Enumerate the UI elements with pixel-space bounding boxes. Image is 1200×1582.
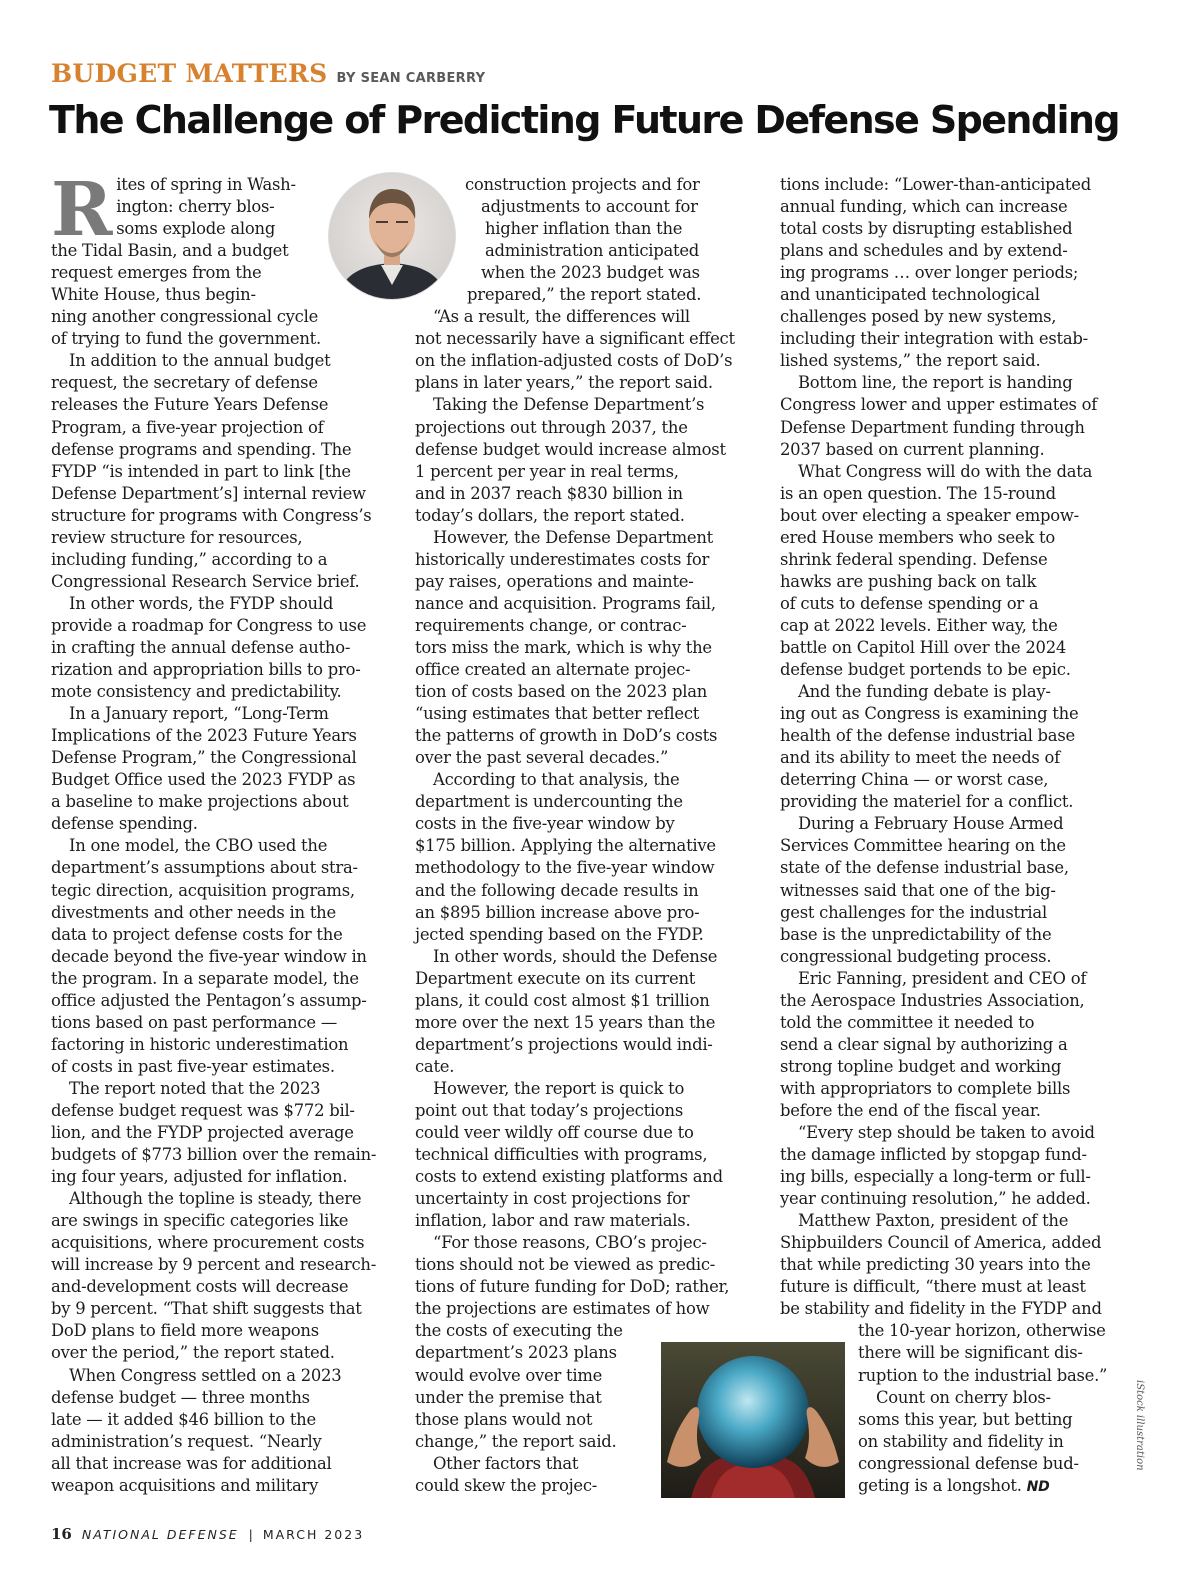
article-line: Shipbuilders Council of America, added (780, 1233, 1102, 1253)
article-line: Implications of the 2023 Future Years (51, 726, 357, 746)
article-line: the projections are estimates of how (415, 1299, 710, 1319)
article-line: ning another congressional cycle (51, 307, 319, 327)
article-line: technical difficulties with programs, (415, 1145, 708, 1165)
article-line: change,” the report said. (415, 1431, 617, 1451)
article-line: before the end of the fiscal year. (780, 1100, 1041, 1120)
article-line: by 9 percent. “That shift suggests that (51, 1299, 362, 1319)
article-line: the program. In a separate model, the (51, 968, 359, 988)
article-line: ington: cherry blos- (116, 197, 275, 217)
article-line: an $895 billion increase above pro- (415, 902, 700, 922)
article-line: Although the topline is steady, there (69, 1189, 362, 1209)
article-line: and the following decade results in (415, 880, 699, 900)
article-line: However, the Defense Department (433, 527, 714, 547)
article-line: review structure for resources, (51, 527, 303, 547)
article-line: administration anticipated (485, 241, 700, 261)
article-line: point out that today’s projections (415, 1100, 684, 1120)
article-line: could skew the projec- (415, 1475, 598, 1495)
article-line: ered House members who seek to (780, 527, 1055, 547)
article-line: on stability and fidelity in (858, 1431, 1064, 1451)
article-line: more over the next 15 years than the (415, 1012, 716, 1032)
article-line: today’s dollars, the report stated. (415, 505, 685, 525)
article-line: defense budget portends to be epic. (780, 660, 1071, 680)
article-line: and unanticipated technological (780, 285, 1040, 305)
article-line: mote consistency and predictability. (51, 682, 342, 702)
article-line: over the past several decades.” (415, 748, 669, 768)
article-line: inflation, labor and raw materials. (415, 1211, 691, 1231)
article-line: could veer wildly off course due to (415, 1123, 694, 1143)
article-line: battle on Capitol Hill over the 2024 (780, 637, 1067, 657)
article-line: jected spending based on the FYDP. (415, 924, 704, 944)
article-line: And the funding debate is play- (798, 682, 1051, 702)
article-line: with appropriators to complete bills (780, 1078, 1071, 1098)
article-column-1 (51, 167, 386, 1497)
article-line: the Tidal Basin, and a budget (51, 241, 289, 261)
article-line: is an open question. The 15-round (780, 483, 1056, 503)
article-line: there will be significant dis- (858, 1343, 1083, 1363)
article-line: request emerges from the (51, 263, 262, 283)
article-line: Defense Program,” the Congressional (51, 748, 357, 768)
article-line: department’s projections would indi- (415, 1034, 713, 1054)
article-line: request, the secretary of defense (51, 373, 318, 393)
article-line: providing the materiel for a conflict. (780, 792, 1074, 812)
article-line: cate. (415, 1056, 455, 1076)
article-line: those plans would not (415, 1409, 593, 1429)
article-line: data to project defense costs for the (51, 924, 343, 944)
article-line: department is undercounting the (415, 792, 683, 812)
article-line: including funding,” according to a (51, 549, 328, 569)
article-line: send a clear signal by authorizing a (780, 1034, 1068, 1054)
article-line: What Congress will do with the data (798, 461, 1093, 481)
article-line: ing bills, especially a long-term or full- (780, 1167, 1091, 1187)
article-line: plans, it could cost almost $1 trillion (415, 990, 710, 1010)
article-line: tions of future funding for DoD; rather, (415, 1277, 730, 1297)
article-line: soms this year, but betting (858, 1409, 1073, 1429)
article-line: projections out through 2037, the (415, 417, 688, 437)
article-line: over the period,” the report stated. (51, 1343, 335, 1363)
article-line: 1 percent per year in real terms, (415, 461, 679, 481)
article-line: the costs of executing the (415, 1321, 623, 1341)
article-line: uncertainty in cost projections for (415, 1189, 690, 1209)
article-line: Bottom line, the report is handing (798, 373, 1073, 393)
article-line: budgets of $773 billion over the remain- (51, 1145, 377, 1165)
article-line: defense budget — three months (51, 1387, 310, 1407)
article-line: adjustments to account for (481, 197, 698, 217)
article-line: including their integration with estab- (780, 329, 1088, 349)
article-line: department’s assumptions about stra- (51, 858, 358, 878)
article-line: Department execute on its current (415, 968, 696, 988)
page-number: 16 (51, 1525, 72, 1543)
article-line: a baseline to make projections about (51, 792, 349, 812)
article-line: “As a result, the differences will (433, 307, 690, 327)
article-line: Other factors that (433, 1453, 579, 1473)
article-line: requirements change, or contrac- (415, 615, 687, 635)
article-line: ites of spring in Wash- (116, 175, 296, 194)
article-line: divestments and other needs in the (51, 902, 336, 922)
article-line: higher inflation than the (485, 219, 683, 239)
article-line: ing out as Congress is examining the (780, 704, 1079, 724)
magazine-name: NATIONAL DEFENSE (81, 1527, 239, 1542)
article-line: In a January report, “Long-Term (69, 704, 329, 724)
article-line: rization and appropriation bills to pro- (51, 660, 361, 680)
article-line: factoring in historic underestimation (51, 1034, 349, 1054)
end-mark: ND (1026, 1478, 1050, 1495)
article-line: plans and schedules and by extend- (780, 241, 1068, 261)
article-line: health of the defense industrial base (780, 726, 1075, 746)
article-line: the patterns of growth in DoD’s costs (415, 726, 718, 746)
article-line: nance and acquisition. Programs fail, (415, 593, 716, 613)
article-line: bout over electing a speaker empow- (780, 505, 1079, 525)
article-line: ruption to the industrial base.” (858, 1365, 1108, 1385)
article-line: geting is a longshot. ND (858, 1475, 1050, 1495)
article-line: $175 billion. Applying the alternative (415, 836, 716, 856)
article-line: all that increase was for additional (51, 1453, 332, 1473)
issue-date: MARCH 2023 (262, 1527, 365, 1542)
article-line: Defense Department funding through (780, 417, 1085, 437)
article-line: office adjusted the Pentagon’s assump- (51, 990, 367, 1010)
article-line: will increase by 9 percent and research- (51, 1255, 376, 1275)
crystal-ball-illustration (661, 1342, 845, 1498)
article-line: tions include: “Lower-than-anticipated (780, 175, 1091, 194)
article-line: of trying to fund the government. (51, 329, 321, 349)
article-line: of cuts to defense spending or a (780, 593, 1039, 613)
article-line: tions based on past performance — (51, 1012, 337, 1032)
article-line: Congressional Research Service brief. (51, 571, 360, 591)
article-line: In other words, the FYDP should (69, 593, 334, 613)
article-line: the 10-year horizon, otherwise (858, 1321, 1106, 1341)
article-line: The report noted that the 2023 (69, 1078, 321, 1098)
kicker (51, 59, 485, 88)
article-line: costs to extend existing platforms and (415, 1167, 723, 1187)
article-line: In one model, the CBO used the (69, 836, 328, 856)
article-line: “using estimates that better reflect (415, 704, 700, 724)
article-line: would evolve over time (415, 1365, 603, 1385)
article-line: be stability and fidelity in the FYDP and (780, 1299, 1102, 1319)
article-line: late — it added $46 billion to the (51, 1409, 316, 1429)
article-line: FYDP “is intended in part to link [the (51, 461, 351, 481)
article-line: historically underestimates costs for (415, 549, 710, 569)
article-line: defense budget request was $772 bil- (51, 1100, 355, 1120)
article-line: administration’s request. “Nearly (51, 1431, 322, 1451)
article-line: “Every step should be taken to avoid (798, 1123, 1095, 1143)
article-line: Budget Office used the 2023 FYDP as (51, 770, 356, 790)
article-line: tions should not be viewed as predic- (415, 1255, 716, 1275)
article-line: However, the report is quick to (433, 1078, 685, 1098)
article-line: hawks are pushing back on talk (780, 571, 1037, 591)
article-line: structure for programs with Congress’s (51, 505, 372, 525)
article-line: and in 2037 reach $830 billion in (415, 483, 683, 503)
article-line: not necessarily have a significant effect (415, 329, 735, 349)
article-line: annual funding, which can increase (780, 197, 1068, 217)
section-title: BUDGET MATTERS (51, 59, 328, 88)
article-line: state of the defense industrial base, (780, 858, 1069, 878)
image-credit: iStock illustration (1134, 1380, 1145, 1471)
article-line: tion of costs based on the 2023 plan (415, 682, 708, 702)
article-line: of costs in past five-year estimates. (51, 1056, 335, 1076)
article-line: congressional budgeting process. (780, 946, 1052, 966)
article-line: In addition to the annual budget (69, 351, 331, 371)
article-line: plans in later years,” the report said. (415, 373, 713, 393)
article-line: prepared,” the report stated. (467, 285, 702, 305)
drop-cap: R (51, 167, 113, 253)
article-line: “For those reasons, CBO’s projec- (433, 1233, 707, 1253)
article-line: Taking the Defense Department’s (433, 395, 705, 415)
article-line: Eric Fanning, president and CEO of (798, 968, 1087, 988)
article-line: shrink federal spending. Defense (780, 549, 1048, 569)
article-line: in crafting the annual defense autho- (51, 637, 351, 657)
article-line: year continuing resolution,” he added. (780, 1189, 1091, 1209)
article-line: strong topline budget and working (780, 1056, 1062, 1076)
article-line: total costs by disrupting established (780, 219, 1073, 239)
article-line: defense spending. (51, 814, 198, 834)
article-line: and-development costs will decrease (51, 1277, 349, 1297)
article-line: cap at 2022 levels. Either way, the (780, 615, 1058, 635)
article-line: base is the unpredictability of the (780, 924, 1052, 944)
article-line: acquisitions, where procurement costs (51, 1233, 365, 1253)
page-footer (51, 1525, 364, 1543)
article-line: In other words, should the Defense (433, 946, 718, 966)
article-line: that while predicting 30 years into the (780, 1255, 1091, 1275)
article-line: Defense Department’s] internal review (51, 483, 366, 503)
footer-separator: | (248, 1527, 253, 1542)
article-line: the Aerospace Industries Association, (780, 990, 1085, 1010)
article-line: soms explode along (116, 219, 276, 239)
article-line: tegic direction, acquisition programs, (51, 880, 355, 900)
article-line: under the premise that (415, 1387, 602, 1407)
article-line: on the inflation-adjusted costs of DoD’s (415, 351, 733, 371)
article-line: provide a roadmap for Congress to use (51, 615, 367, 635)
article-line: ing four years, adjusted for inflation. (51, 1167, 348, 1187)
article-line: defense budget would increase almost (415, 439, 726, 459)
article-line: office created an alternate projec- (415, 660, 691, 680)
article-line: Matthew Paxton, president of the (798, 1211, 1069, 1231)
article-line: tors miss the mark, which is why the (415, 637, 712, 657)
article-line: told the committee it needed to (780, 1012, 1035, 1032)
byline: BY SEAN CARBERRY (336, 71, 486, 86)
article-column-3 (780, 174, 1117, 1497)
article-line: Count on cherry blos- (876, 1387, 1051, 1407)
article-line: releases the Future Years Defense (51, 395, 329, 415)
article-line: During a February House Armed (798, 814, 1064, 834)
article-line: are swings in specific categories like (51, 1211, 349, 1231)
article-line: decade beyond the five-year window in (51, 946, 367, 966)
article-line: gest challenges for the industrial (780, 902, 1047, 922)
article-line: Services Committee hearing on the (780, 836, 1066, 856)
article-line: White House, thus begin- (51, 285, 256, 305)
article-line: Congress lower and upper estimates of (780, 395, 1098, 415)
article-line: costs in the five-year window by (415, 814, 675, 834)
article-line: 2037 based on current planning. (780, 439, 1045, 459)
article-line: and its ability to meet the needs of (780, 748, 1060, 768)
article-column-2 (415, 174, 750, 1497)
article-line: the damage inflicted by stopgap fund- (780, 1145, 1087, 1165)
article-line: defense programs and spending. The (51, 439, 352, 459)
article-line: pay raises, operations and mainte- (415, 571, 694, 591)
article-line: when the 2023 budget was (481, 263, 700, 283)
article-line: DoD plans to field more weapons (51, 1321, 319, 1341)
article-line: When Congress settled on a 2023 (69, 1365, 342, 1385)
article-line: challenges posed by new systems, (780, 307, 1057, 327)
article-line: witnesses said that one of the big- (780, 880, 1056, 900)
article-line: methodology to the five-year window (415, 858, 715, 878)
headline: The Challenge of Predicting Future Defense Spending (49, 98, 1119, 142)
article-line: lion, and the FYDP projected average (51, 1123, 354, 1143)
article-line: According to that analysis, the (433, 770, 680, 790)
article-line: lished systems,” the report said. (780, 351, 1041, 371)
article-line: Program, a five-year projection of (51, 417, 324, 437)
article-line: future is difficult, “there must at least (780, 1277, 1086, 1297)
article-line: congressional defense bud- (858, 1453, 1079, 1473)
article-line: weapon acquisitions and military (51, 1475, 319, 1495)
article-line: ing programs … over longer periods; (780, 263, 1079, 283)
article-line: construction projects and for (465, 175, 700, 194)
article-line: department’s 2023 plans (415, 1343, 617, 1363)
article-line: deterring China — or worst case, (780, 770, 1049, 790)
